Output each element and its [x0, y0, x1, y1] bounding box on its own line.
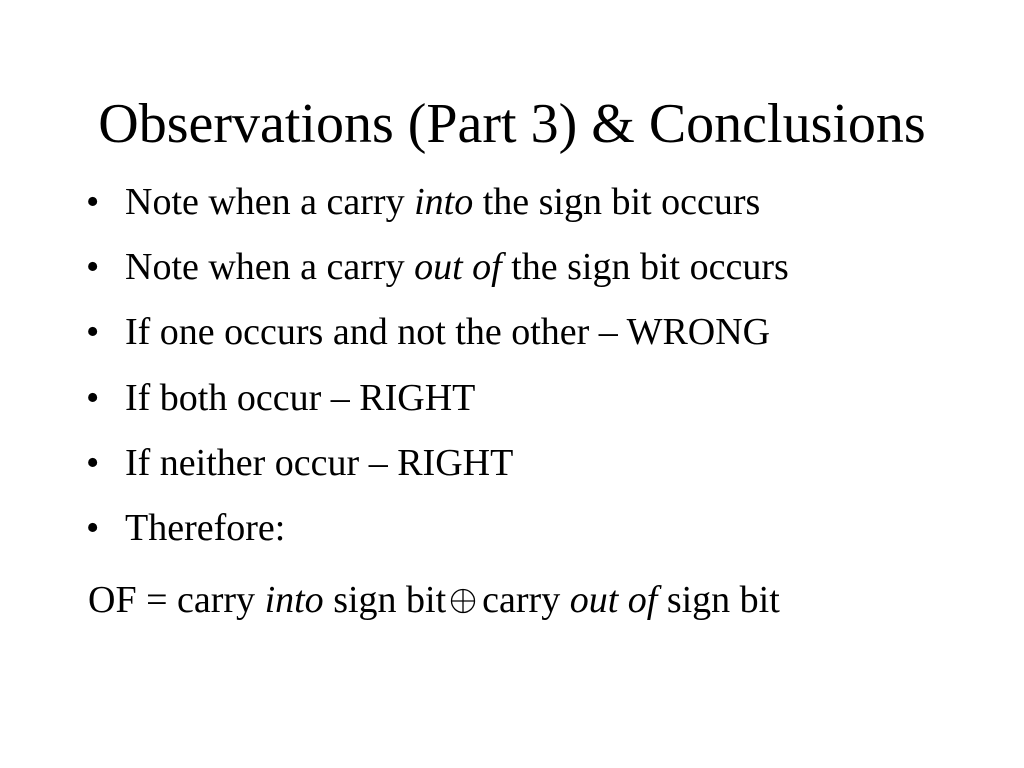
bullet-dot-icon: • [86, 246, 100, 289]
bullet-text: Therefore: [125, 506, 286, 549]
circled-plus-xor-icon [450, 588, 476, 614]
slide-title: Observations (Part 3) & Conclusions [98, 93, 926, 155]
bullet-list [86, 180, 789, 571]
bullet-item-carry-into [86, 180, 789, 224]
bullet-text: If one occurs and not the other – WRONG [125, 311, 771, 354]
bullet-text: If both occur – RIGHT [125, 376, 476, 419]
bullet-text-before: Note when a carry [125, 181, 415, 223]
bullet-text-before: Note when a carry [125, 246, 415, 289]
formula-mid: sign bit [323, 579, 447, 621]
formula-lhs: OF = carry [88, 579, 265, 621]
bullet-item-neither-right [86, 441, 789, 485]
bullet-text-emphasis: out of [414, 246, 502, 289]
formula-rhs: carry [482, 579, 570, 621]
bullet-item-both-right [86, 376, 789, 420]
bullet-dot-icon: • [86, 506, 100, 549]
bullet-item-wrong [86, 310, 789, 354]
bullet-item-carry-out-of [86, 245, 789, 289]
bullet-text-after: the sign bit occurs [473, 181, 761, 223]
formula-tail: sign bit [657, 579, 780, 621]
bullet-item-therefore [86, 506, 789, 550]
bullet-text-emphasis: into [414, 181, 474, 223]
bullet-dot-icon: • [86, 376, 100, 419]
formula-emphasis-out-of: out of [569, 579, 658, 621]
bullet-text: If neither occur – RIGHT [125, 441, 514, 484]
bullet-dot-icon: • [86, 441, 100, 484]
bullet-dot-icon: • [86, 311, 100, 354]
overflow-formula [88, 576, 780, 624]
bullet-dot-icon: • [86, 181, 100, 223]
formula-emphasis-into: into [264, 579, 324, 621]
bullet-text-after: the sign bit occurs [501, 246, 789, 289]
